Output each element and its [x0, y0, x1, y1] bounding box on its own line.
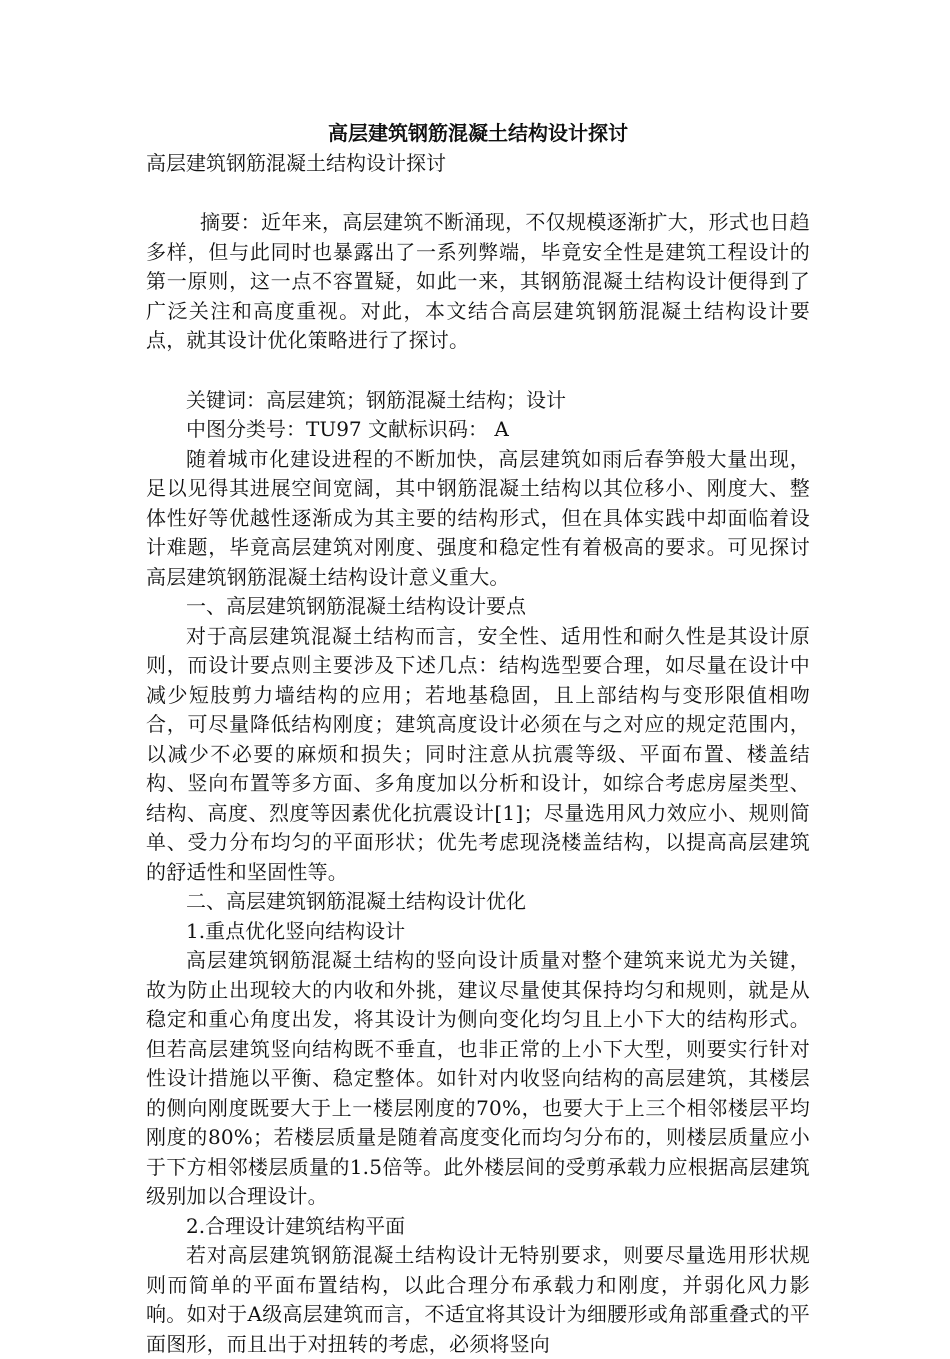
document-page [146, 118, 810, 1359]
section-1-paragraph: 对于高层建筑混凝土结构而言，安全性、适用性和耐久性是其设计原则，而设计要点则主要涉及下述几点：结构选型要合理，如尽量在设计中减少短肢剪力墙结构的应用；若地基稳固，且上部结构与变形限值相吻合，可尽量降低结构刚度；建筑高度设计必须在与之对应的规定范围内，以减少不必要的麻烦和损失；同时注意从抗震等级、平面布置、楼盖结构、竖向布置等多方面、多角度加以分析和设计，如综合考虑房屋类型、结构、高度、烈度等因素优化抗震设计[1]；尽量选用风力效应小、规则简单、受力分布均匀的平面形状；优先考虑现浇楼盖结构，以提高高层建筑的舒适性和坚固性等。 [146, 623, 810, 884]
subsection-heading-2: 2.合理设计建筑结构平面 [186, 1213, 406, 1238]
classification-line: 中图分类号：TU97 文献标识码： A [186, 417, 509, 441]
subsection-1-paragraph: 高层建筑钢筋混凝土结构的竖向设计质量对整个建筑来说尤为关键，故为防止出现较大的内收和外挑，建议尽量使其保持均匀和规则，就是从稳定和重心角度出发，将其设计为侧向变化均匀且上小下大的结构形式。但若高层建筑竖向结构既不垂直，也非正常的上小下大型，则要实行针对性设计措施以平衡、稳定整体。如针对内收竖向结构的高层建筑，其楼层的侧向刚度既要大于上一楼层刚度的70%，也要大于上三个相邻楼层平均刚度的80%；若楼层质量是随着高度变化而均匀分布的，则楼层质量应小于下方相邻楼层质量的1.5倍等。此外楼层间的受剪承载力应根据高层建筑级别加以合理设计。 [146, 948, 810, 1208]
section-heading-1: 一、高层建筑钢筋混凝土结构设计要点 [186, 594, 526, 618]
abstract-paragraph: 摘要：近年来，高层建筑不断涌现，不仅规模逐渐扩大，形式也日趋多样，但与此同时也暴露出了一系列弊端，毕竟安全性是建筑工程设计的第一原则，这一点不容置疑，如此一来，其钢筋混凝土结构设计便得到了广泛关注和高度重视。对此，本文结合高层建筑钢筋混凝土结构设计要点，就其设计优化策略进行了探讨。 [146, 210, 810, 352]
blank-line [146, 178, 810, 208]
subsection-heading-1: 1.重点优化竖向结构设计 [186, 918, 406, 943]
document-subtitle: 高层建筑钢筋混凝土结构设计探讨 [146, 151, 446, 175]
document-title: 高层建筑钢筋混凝土结构设计探讨 [328, 121, 628, 145]
section-heading-2: 二、高层建筑钢筋混凝土结构设计优化 [186, 889, 526, 913]
keywords-line: 关键词：高层建筑；钢筋混凝土结构；设计 [186, 387, 566, 412]
intro-paragraph: 随着城市化建设进程的不断加快，高层建筑如雨后春笋般大量出现，足以见得其进展空间宽阔，其中钢筋混凝土结构以其位移小、刚度大、整体性好等优越性逐渐成为其主要的结构形式，但在具体实践中却面临着设计难题，毕竟高层建筑对刚度、强度和稳定性有着极高的要求。可见探讨高层建筑钢筋混凝土结构设计意义重大。 [146, 446, 810, 589]
blank-line [146, 356, 810, 386]
subsection-2-paragraph: 若对高层建筑钢筋混凝土结构设计无特别要求，则要尽量选用形状规则而简单的平面布置结构，以此合理分布承载力和刚度，并弱化风力影响。如对于A级高层建筑而言，不适宜将其设计为细腰形或角部重叠式的平面图形，而且出于对扭转的考虑，必须将竖向 [146, 1243, 810, 1356]
